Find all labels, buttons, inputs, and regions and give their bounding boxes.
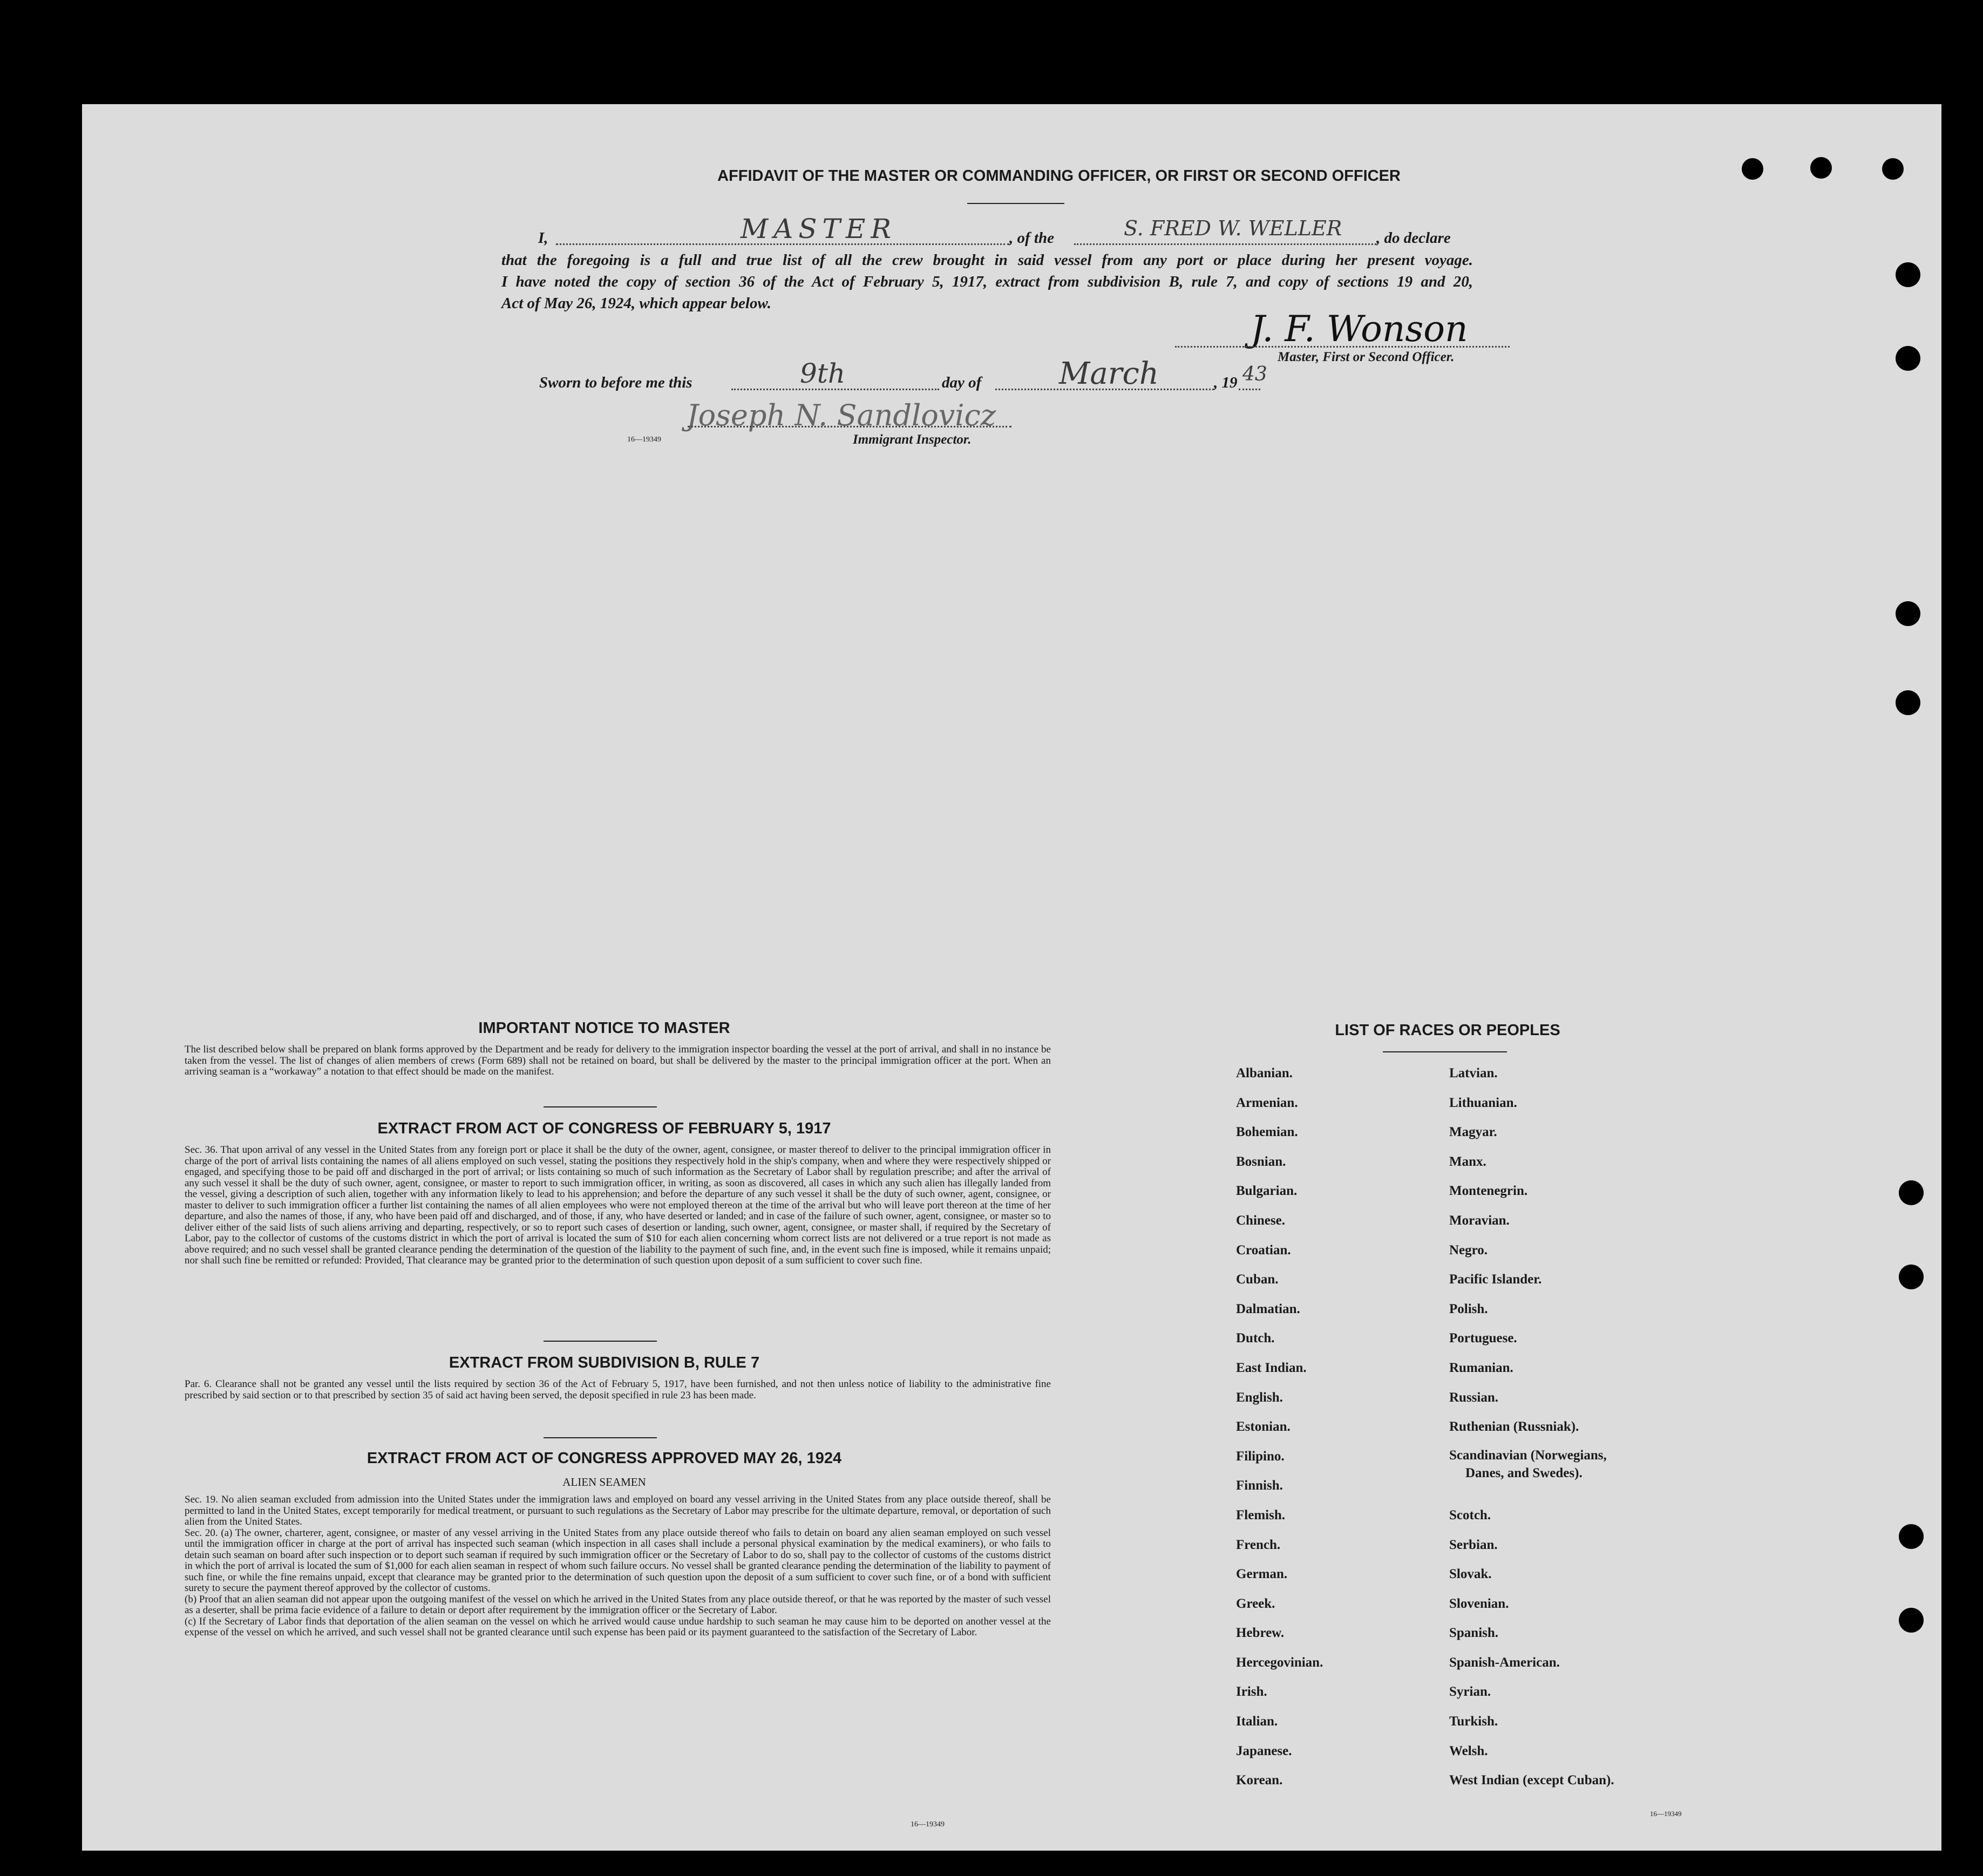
race-item: Moravian. (1449, 1213, 1510, 1228)
binder-hole (1896, 690, 1920, 715)
section-20a: Sec. 20. (a) The owner, charterer, agent, consignee, or master of any vessel arriving in the United States from any place outside thereof who fails to detain on board any alien seaman employed on such vessel until the immigration officer in charge at the port of arrival has inspected such seaman (which inspection in all cases shall include a personal physical examination by the medical examiners), or who fails to detain such seaman on board after such inspection or to deport such seaman if required by such immigration officer or the Secretary of Labor to do so, shall pay to the collector of customs of the customs district in which the port of arrival is located the sum of $1,000 for each alien seaman in respect of whom such failure occurs. No vessel shall be granted clearance pending the determination of the liability to payment of such fine, or while the fine remains unpaid, except that clearance may be granted prior to the determination of such question upon the deposit of a sum sufficient to cover such fine, or of a bond with sufficient surety to secure the payment thereof approved by the collector of customs. (185, 1527, 1051, 1594)
handwritten-year: 43 (1242, 363, 1267, 385)
notice-title: IMPORTANT NOTICE TO MASTER (478, 1019, 730, 1037)
of-the-label: , of the (1009, 229, 1054, 247)
race-item: Ruthenian (Russniak). (1449, 1419, 1579, 1435)
race-item: Korean. (1236, 1773, 1283, 1788)
race-item: Slovak. (1449, 1567, 1492, 1582)
binder-hole (1810, 157, 1832, 179)
inspector-signature: Joseph N. Sandlovicz (687, 398, 996, 432)
race-item: Bosnian. (1236, 1154, 1286, 1169)
race-item: Spanish. (1449, 1626, 1499, 1641)
affidavit-line-2: that the foregoing is a full and true list of all the crew brought in said vessel from any port or place during her present voyage. (501, 252, 1473, 269)
race-item: Syrian. (1449, 1684, 1491, 1700)
race-item: Serbian. (1449, 1537, 1498, 1552)
binder-hole (1899, 1265, 1924, 1289)
affidavit-line-3: I have noted the copy of section 36 of the Act of February 5, 1917, extract from subdivision B, rule 7, and copy of sections 19 and 20, (501, 273, 1473, 290)
race-item: Pacific Islander. (1449, 1272, 1542, 1287)
binder-hole (1882, 158, 1904, 180)
race-item: Negro. (1449, 1242, 1488, 1258)
race-item: Irish. (1236, 1684, 1267, 1700)
race-item: Armenian. (1236, 1095, 1298, 1110)
do-declare-label: , do declare (1376, 229, 1451, 247)
extract-1917-body: Sec. 36. That upon arrival of any vessel in the United States from any foreign port or place it shall be the duty of the owner, agent, consignee, or master thereof to deliver to the principal immigration officer in charge of the port of arrival lists containing the names of all aliens employed on such vessel, stating the positions they respectively hold in the ship's company, when and where they were respectively shipped or engaged, and specifying those to be paid off and discharged in the port of arrival; or lists containing so much of such information as the Secretary of Labor shall by regulation prescribe; and after the arrival of any such vessel it shall be the duty of such owner, agent, consignee, or master to report to such immigration officer, in writing, as soon as discovered, all cases in which any such alien has illegally landed from the vessel, giving a description of such alien, together with any information likely to lead to his apprehension; and before the departure of any such vessel it shall be the duty of such owner, agent, consignee, or master to deliver to such immigration officer a further list containing the names of all alien employees who were not employed thereon at the time of the arrival but who will leave port thereon at the time of her departure, and also the names of those, if any, who have been paid off and discharged, and of those, if any, who have deserted or landed; and in case of the failure of such owner, agent, consignee, or master so to deliver either of the said lists of such aliens arriving and departing, respectively, or so to report such cases of desertion or landing, such owner, agent, consignee, or master shall, if required by the Secretary of Labor, pay to the collector of customs of the customs district in which the port of arrival is located the sum of $10 for each alien concerning whom correct lists are not delivered or a true report is not made as above required; and no such vessel shall be granted clearance pending the determination of the question of the liability to the payment of such fine, and, in the event such fine is imposed, while it remains unpaid; nor shall such fine be remitted or refunded: Provided, That clearance may be granted prior to the determination of such question upon deposit of a sum sufficient to cover such fine. (185, 1144, 1051, 1266)
day-of-label: day of (942, 374, 982, 391)
extract-1917-title: EXTRACT FROM ACT OF CONGRESS OF FEBRUARY 5, 1917 (377, 1120, 831, 1137)
section-19: Sec. 19. No alien seaman excluded from admission into the United States under the immigration laws and employed on board any vessel arriving in the United States from any place outside thereof, shall be permitted to land in the United States, except temporarily for medical treatment, or pursuant to such regulations as the Secretary of Labor may prescribe for the ultimate departure, removal, or deportation of such alien from the United States. (185, 1494, 1051, 1527)
affidavit-title: AFFIDAVIT OF THE MASTER OR COMMANDING OFFICER, OR FIRST OR SECOND OFFICER (717, 167, 1401, 185)
form-number: 16—19349 (627, 436, 661, 444)
race-item: Magyar. (1449, 1125, 1497, 1140)
race-item: Bulgarian. (1236, 1184, 1298, 1199)
race-item: Filipino. (1236, 1449, 1285, 1464)
extract-1924-body (185, 1494, 1051, 1639)
divider (1383, 1051, 1507, 1052)
divider (967, 203, 1064, 204)
race-item: Chinese. (1236, 1213, 1285, 1228)
race-item: Hercegovinian. (1236, 1655, 1323, 1670)
sworn-label: Sworn to before me this (539, 374, 692, 391)
divider (544, 1437, 657, 1438)
year-prefix: , 19 (1214, 374, 1238, 391)
race-item: Latvian. (1449, 1066, 1498, 1080)
race-item: West Indian (except Cuban). (1449, 1773, 1614, 1788)
notice-body: The list described below shall be prepared on blank forms approved by the Department and be ready for delivery to the immigration inspector boarding the vessel at the port of arrival, and shall in no instance be taken from the vessel. The list of changes of alien members of crews (Form 689) shall not be retained on board, but shall be delivered by the master to the principal immigration officer at the port. When an arriving seaman is a “workaway” a notation to that effect should be made on the manifest. (185, 1044, 1051, 1077)
races-column-2 (1449, 1059, 1614, 1796)
race-item: Turkish. (1449, 1714, 1498, 1729)
race-item-scandinavian (1449, 1442, 1614, 1501)
handwritten-name: MASTER (741, 213, 897, 244)
race-item: Rumanian. (1449, 1360, 1513, 1375)
alien-seamen-subtitle: ALIEN SEAMEN (562, 1476, 646, 1488)
race-item: Montenegrin. (1449, 1184, 1528, 1199)
race-item: Slovenian. (1449, 1596, 1509, 1611)
race-item: French. (1236, 1537, 1281, 1552)
race-item: Finnish. (1236, 1478, 1283, 1493)
signature-line (1175, 346, 1510, 348)
extract-1924-title: EXTRACT FROM ACT OF CONGRESS APPROVED MAY 26, 1924 (366, 1450, 842, 1467)
affiant-label: I, (538, 229, 548, 247)
races-title: LIST OF RACES OR PEOPLES (1335, 1022, 1560, 1039)
binder-hole (1742, 158, 1763, 180)
binder-hole (1899, 1608, 1924, 1633)
binder-hole (1896, 346, 1920, 371)
year-fill-line (1239, 389, 1260, 390)
race-item: Russian. (1449, 1390, 1499, 1405)
race-item: English. (1236, 1390, 1283, 1405)
race-item: Scandinavian (Norwegians, (1449, 1447, 1607, 1463)
race-item: Lithuanian. (1449, 1095, 1517, 1110)
race-item: Japanese. (1236, 1743, 1292, 1758)
race-item: Scotch. (1449, 1507, 1491, 1522)
race-item: Dutch. (1236, 1331, 1275, 1346)
race-item: Spanish-American. (1449, 1655, 1560, 1670)
race-item: Cuban. (1236, 1272, 1279, 1287)
race-item-continued: Danes, and Swedes). (1465, 1465, 1583, 1480)
handwritten-vessel: S. FRED W. WELLER (1124, 216, 1342, 240)
binder-hole (1899, 1524, 1924, 1549)
inspector-caption: Immigrant Inspector. (853, 432, 972, 447)
race-item: German. (1236, 1567, 1288, 1582)
document-page (82, 104, 1941, 1851)
race-item: Dalmatian. (1236, 1301, 1300, 1316)
master-signature: J. F. Wonson (1251, 308, 1468, 350)
race-item: East Indian. (1236, 1360, 1307, 1375)
vessel-fill-line (1074, 243, 1376, 245)
binder-hole (1899, 1180, 1924, 1205)
rule-7-title: EXTRACT FROM SUBDIVISION B, RULE 7 (449, 1354, 760, 1371)
race-item: Italian. (1236, 1714, 1278, 1729)
race-item: Polish. (1449, 1301, 1488, 1316)
race-item: Hebrew. (1236, 1626, 1285, 1641)
handwritten-month: March (1059, 356, 1159, 391)
affidavit-line-4: Act of May 26, 1924, which appear below. (501, 295, 771, 312)
races-column-1 (1236, 1059, 1323, 1796)
divider (544, 1106, 657, 1107)
section-20c: (c) If the Secretary of Labor finds that deportation of the alien seaman on the vessel on which he arrived would cause undue hardship to such seaman he may cause him to be deported on another vessel at the expense of the vessel on which he arrived, and such vessel shall not be granted clearance until such expense has been paid or its payment guaranteed to the satisfaction of the Secretary of Labor. (185, 1615, 1051, 1638)
race-item: Portuguese. (1449, 1331, 1517, 1346)
race-item: Welsh. (1449, 1743, 1488, 1758)
race-item: Estonian. (1236, 1419, 1291, 1435)
form-number: 16—19349 (1650, 1810, 1682, 1818)
section-20b: (b) Proof that an alien seaman did not appear upon the outgoing manifest of the vessel on which he arrived in the United States from any place outside thereof, or that he was reported by the master of such vessel as a deserter, shall be prima facie evidence of a failure to detain or deport after requirement by the immigration officer or the Secretary of Labor. (185, 1593, 1051, 1616)
divider (544, 1341, 657, 1342)
binder-hole (1896, 262, 1920, 287)
handwritten-day: 9th (800, 358, 846, 389)
race-item: Manx. (1449, 1154, 1486, 1169)
binder-hole (1896, 601, 1920, 626)
race-item: Albanian. (1236, 1066, 1293, 1080)
race-item: Croatian. (1236, 1242, 1291, 1258)
rule-7-body: Par. 6. Clearance shall not be granted any vessel until the lists required by section 36 of the Act of February 5, 1917, have been furnished, and not then unless notice of liability to the administrative fine prescribed by said section or to that prescribed by section 35 of said act having been served, the deposit specified in rule 23 has been made. (185, 1378, 1051, 1401)
signature-caption: Master, First or Second Officer. (1278, 350, 1455, 364)
inspector-fill-line (688, 426, 1011, 427)
race-item: Greek. (1236, 1596, 1275, 1611)
race-item: Flemish. (1236, 1507, 1285, 1522)
race-item: Bohemian. (1236, 1125, 1298, 1140)
form-number: 16—19349 (911, 1820, 945, 1829)
